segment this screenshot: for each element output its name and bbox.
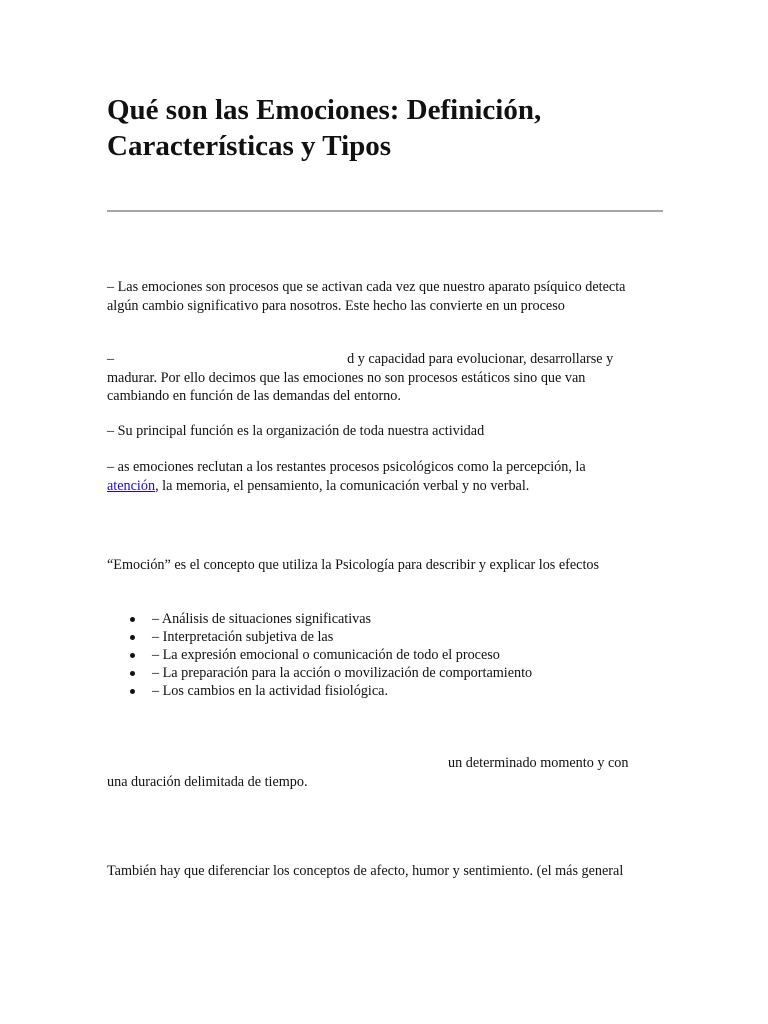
paragraph-2 <box>107 350 667 406</box>
bullet-icon <box>130 653 135 658</box>
paragraph-6-line-2: una duración delimitada de tiempo. <box>107 773 308 790</box>
bullet-icon <box>130 671 135 676</box>
paragraph-1 <box>107 278 667 315</box>
list-item-text: – Interpretación subjetiva de las <box>152 629 334 646</box>
paragraph-1-line-2: algún cambio significativo para nosotros. Este hecho las convierte en un proceso <box>107 297 565 314</box>
paragraph-7-line-1: También hay que diferenciar los conceptos de afecto, humor y sentimiento. (el más general <box>107 863 624 879</box>
paragraph-4-line-2-rest: , la memoria, el pensamiento, la comunicación verbal y no verbal. <box>155 477 530 494</box>
paragraph-5-line-1: “Emoción” es el concepto que utiliza la Psicología para describir y explicar los efectos <box>107 557 600 573</box>
paragraph-4-line-1: – as emociones reclutan a los restantes procesos psicológicos como la percepción, la <box>107 459 586 475</box>
list-item <box>107 610 532 628</box>
paragraph-4-line-2 <box>107 477 667 496</box>
bullet-icon <box>130 617 135 622</box>
list-item <box>107 628 532 646</box>
paragraph-7 <box>107 862 667 881</box>
list-item <box>107 664 532 682</box>
paragraph-2-line-2: madurar. Por ello decimos que las emociones no son procesos estáticos sino que van <box>107 369 586 386</box>
paragraph-3-line-1: – Su principal función es la organización de toda nuestra actividad <box>107 423 485 439</box>
list-item-text: – La expresión emocional o comunicación de todo el proceso <box>152 647 500 664</box>
list-item <box>107 646 532 664</box>
paragraph-2-line-1 <box>107 350 667 369</box>
paragraph-3 <box>107 422 667 441</box>
horizontal-divider <box>107 210 663 212</box>
paragraph-6 <box>107 754 667 791</box>
list-item <box>107 682 532 700</box>
paragraph-4 <box>107 458 667 495</box>
bullet-icon <box>130 689 135 694</box>
paragraph-1-line-1: – Las emociones son procesos que se activan cada vez que nuestro aparato psíquico detecta <box>107 279 626 295</box>
title-line-2: Características y Tipos <box>107 130 392 162</box>
atencion-link[interactable]: atención <box>107 477 156 494</box>
paragraph-6-line-1: un determinado momento y con <box>448 755 629 771</box>
paragraph-2-dash: – <box>107 351 115 367</box>
bullet-icon <box>130 635 135 640</box>
list-item-text: – La preparación para la acción o movilización de comportamiento <box>152 665 533 682</box>
paragraph-5 <box>107 556 667 575</box>
list-item-text: – Los cambios en la actividad fisiológica. <box>152 683 388 700</box>
bullet-list <box>107 610 532 700</box>
paragraph-2-line-1-rest: d y capacidad para evolucionar, desarrollarse y <box>347 351 614 367</box>
paragraph-2-line-3: cambiando en función de las demandas del entorno. <box>107 388 401 404</box>
title-line-1: Qué son las Emociones: Definición, <box>107 94 542 126</box>
page-title <box>107 92 667 164</box>
list-item-text: – Análisis de situaciones significativas <box>152 611 372 627</box>
